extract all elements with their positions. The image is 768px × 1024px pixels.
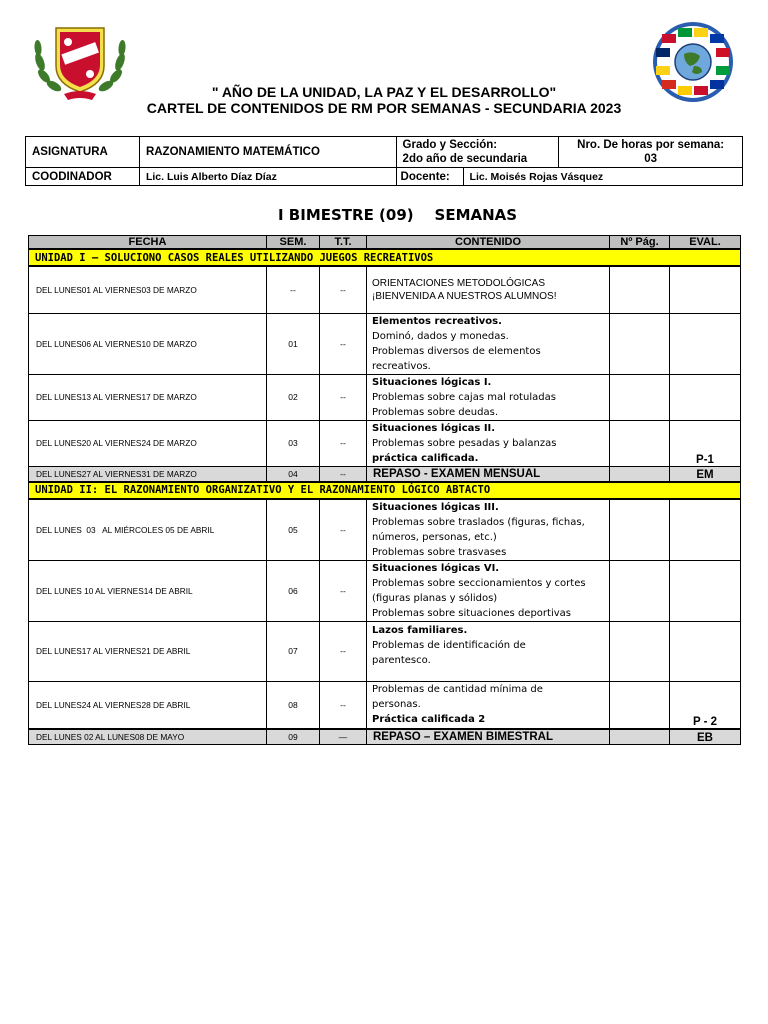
sem-cell: 03 — [267, 420, 320, 466]
bimestre-title: I BIMESTRE (09) SEMANAS — [278, 206, 518, 224]
sem-cell: 09 — [267, 729, 320, 745]
asignatura-label: ASIGNATURA — [26, 137, 140, 168]
tt-cell: -- — [320, 681, 367, 729]
eval-cell: EM — [670, 466, 741, 482]
grado-value: 2do año de secundaria — [402, 153, 528, 165]
table-row — [29, 499, 741, 561]
table-row — [29, 374, 741, 420]
fecha-cell: DEL LUNES20 AL VIERNES24 DE MARZO — [29, 420, 267, 466]
sem-cell: 02 — [267, 374, 320, 420]
contenido-line: Problemas sobre situaciones deportivas — [372, 607, 571, 619]
contenido-line: Problemas de identificación de — [372, 639, 526, 651]
header-sem: SEM. — [267, 236, 320, 250]
contenido-line: Problemas sobre cajas mal rotuladas — [372, 391, 556, 403]
pag-cell — [610, 729, 670, 745]
contenido-cell — [367, 681, 610, 729]
pag-cell — [610, 313, 670, 374]
contenido-line: personas. — [372, 699, 421, 711]
docente-label: Docente: — [397, 168, 464, 185]
sem-cell: 05 — [267, 499, 320, 561]
contenido-line: Problemas de cantidad mínima de — [372, 684, 543, 696]
horas-cell — [559, 137, 743, 168]
contenido-line: Problemas sobre trasvases — [372, 546, 507, 558]
table-row — [29, 313, 741, 374]
fecha-cell: DEL LUNES 10 AL VIERNES14 DE ABRIL — [29, 560, 267, 621]
contenido-line: Situaciones lógicas III. — [372, 501, 499, 513]
header-fecha: FECHA — [29, 236, 267, 250]
contenido-cell — [367, 313, 610, 374]
contenido-line: ORIENTACIONES METODOLÓGICAS — [372, 277, 545, 289]
horas-label: Nro. De horas por semana: — [577, 139, 725, 151]
contenido-cell — [367, 499, 610, 561]
contenido-line: Situaciones lógicas I. — [372, 376, 492, 388]
contenido-cell — [367, 621, 610, 681]
header-eval: EVAL. — [670, 236, 741, 250]
contenido-line: Elementos recreativos. — [372, 315, 502, 327]
pag-cell — [610, 266, 670, 313]
contenido-line: Lazos familiares. — [372, 624, 468, 636]
fecha-cell: DEL LUNES24 AL VIERNES28 DE ABRIL — [29, 681, 267, 729]
pag-cell — [610, 499, 670, 561]
fecha-cell: DEL LUNES 03 AL MIÉRCOLES 05 DE ABRIL — [29, 499, 267, 561]
info-table — [25, 136, 743, 186]
tt-cell: -- — [320, 313, 367, 374]
table-row — [29, 420, 741, 466]
header-pag: Nº Pág. — [610, 236, 670, 250]
contenido-line: parentesco. — [372, 654, 431, 666]
table-row — [29, 681, 741, 729]
fecha-cell: DEL LUNES 02 AL LUNES08 DE MAYO — [29, 729, 267, 745]
eval-cell: EB — [670, 729, 741, 745]
tt-cell: -- — [320, 499, 367, 561]
fecha-cell: DEL LUNES01 AL VIERNES03 DE MARZO — [29, 266, 267, 313]
contenido-line: Situaciones lógicas II. — [372, 422, 496, 434]
contenido-line: recreativos. — [372, 360, 431, 372]
contenido-cell — [367, 266, 610, 313]
tt-cell: -- — [320, 621, 367, 681]
eval-cell — [670, 499, 741, 561]
sem-cell: 07 — [267, 621, 320, 681]
eval-cell — [670, 266, 741, 313]
grado-cell — [396, 137, 559, 168]
contenido-cell — [367, 420, 610, 466]
contenido-line: (figuras planas y sólidos) — [372, 592, 498, 604]
pag-cell — [610, 420, 670, 466]
contenido-cell: REPASO - EXAMEN MENSUAL — [367, 466, 610, 482]
page-title: CARTEL DE CONTENIDOS DE RM POR SEMANAS - SECUNDARIA 2023 — [146, 100, 622, 116]
unit-2-heading: UNIDAD II: EL RAZONAMIENTO ORGANIZATIVO Y EL RAZONAMIENTO LÓGICO ABTACTO — [29, 482, 741, 499]
grado-label: Grado y Sección: — [402, 139, 498, 151]
year-title: " AÑO DE LA UNIDAD, LA PAZ Y EL DESARROLLO" — [211, 84, 557, 100]
contenido-line: Problemas diversos de elementos — [372, 345, 541, 357]
pag-cell — [610, 374, 670, 420]
eval-cell: P - 2 — [670, 681, 741, 729]
eval-cell — [670, 621, 741, 681]
unit-1-heading: UNIDAD I – SOLUCIONO CASOS REALES UTILIZANDO JUEGOS RECREATIVOS — [29, 249, 741, 266]
contenido-line: Problemas sobre traslados (figuras, fichas, — [372, 516, 585, 528]
eval-cell: P-1 — [670, 420, 741, 466]
contenido-line: Práctica calificada 2 — [372, 714, 486, 726]
content-table — [28, 235, 741, 745]
tt-cell: -- — [320, 560, 367, 621]
contenido-line: Dominó, dados y monedas. — [372, 330, 509, 342]
header-contenido: CONTENIDO — [367, 236, 610, 250]
tt-cell: -- — [320, 466, 367, 482]
contenido-line: Problemas sobre pesadas y balanzas — [372, 437, 557, 449]
table-row — [29, 560, 741, 621]
contenido-line: práctica calificada. — [372, 452, 479, 464]
docente-value: Lic. Moisés Rojas Vásquez — [469, 170, 604, 183]
contenido-line: Problemas sobre deudas. — [372, 406, 499, 418]
tt-cell: -- — [320, 420, 367, 466]
eval-cell — [670, 560, 741, 621]
header-tt: T.T. — [320, 236, 367, 250]
sem-cell: 06 — [267, 560, 320, 621]
horas-value: 03 — [644, 153, 658, 165]
fecha-cell: DEL LUNES13 AL VIERNES17 DE MARZO — [29, 374, 267, 420]
docente-cell — [396, 168, 742, 186]
fecha-cell: DEL LUNES06 AL VIERNES10 DE MARZO — [29, 313, 267, 374]
eval-cell — [670, 313, 741, 374]
sem-cell: 04 — [267, 466, 320, 482]
tt-cell: — — [320, 729, 367, 745]
fecha-cell: DEL LUNES27 AL VIERNES31 DE MARZO — [29, 466, 267, 482]
contenido-line: Situaciones lógicas VI. — [372, 562, 500, 574]
coordinador-value: Lic. Luis Alberto Díaz Díaz — [139, 168, 396, 186]
contenido-cell — [367, 374, 610, 420]
fecha-cell: DEL LUNES17 AL VIERNES21 DE ABRIL — [29, 621, 267, 681]
pag-cell — [610, 560, 670, 621]
eval-cell — [670, 374, 741, 420]
contenido-cell: REPASO – EXAMEN BIMESTRAL — [367, 729, 610, 745]
pag-cell — [610, 621, 670, 681]
contenido-line: ¡BIENVENIDA A NUESTROS ALUMNOS! — [372, 290, 557, 302]
table-row — [29, 621, 741, 681]
contenido-cell — [367, 560, 610, 621]
sem-cell: 08 — [267, 681, 320, 729]
table-row — [29, 466, 741, 482]
contenido-line: Problemas sobre seccionamientos y cortes — [372, 577, 586, 589]
tt-cell: -- — [320, 374, 367, 420]
contenido-line: números, personas, etc.) — [372, 531, 497, 543]
pag-cell — [610, 681, 670, 729]
sem-cell: -- — [267, 266, 320, 313]
coordinador-label: COODINADOR — [26, 168, 140, 186]
asignatura-value: RAZONAMIENTO MATEMÁTICO — [139, 137, 396, 168]
sem-cell: 01 — [267, 313, 320, 374]
table-row — [29, 729, 741, 745]
pag-cell — [610, 466, 670, 482]
tt-cell: -- — [320, 266, 367, 313]
table-row — [29, 266, 741, 313]
